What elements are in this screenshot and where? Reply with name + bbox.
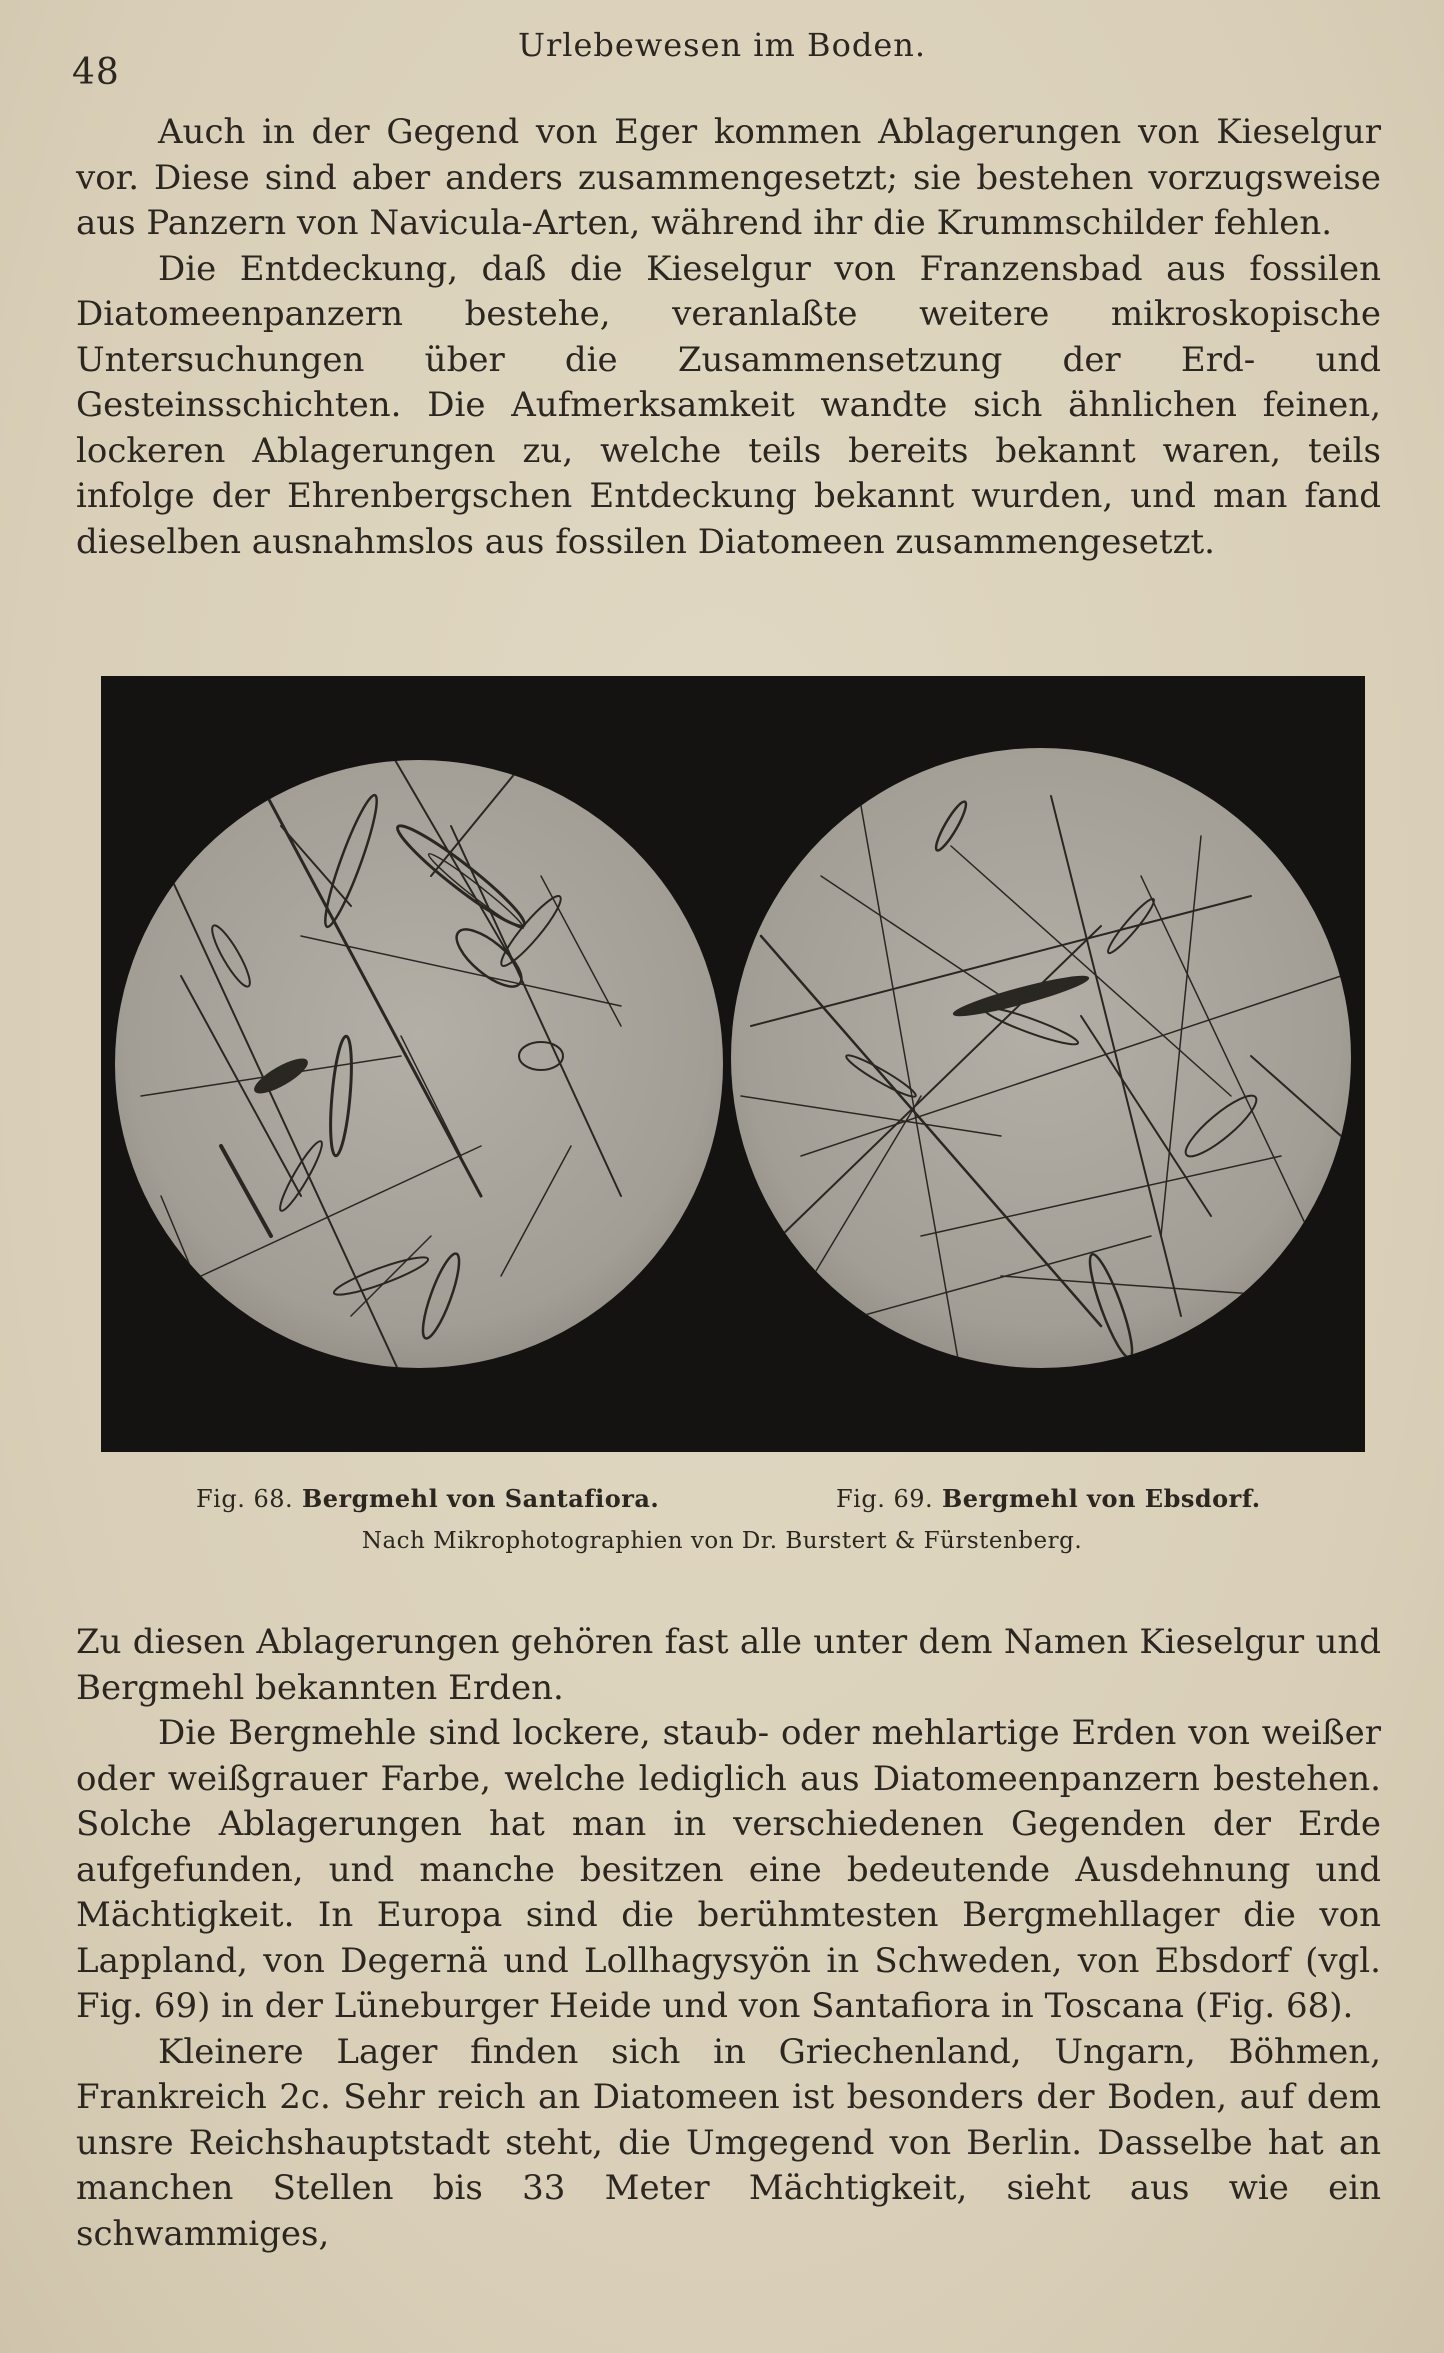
fig69-caption <box>836 1484 1261 1513</box>
text-block-top <box>76 110 1381 565</box>
paragraph: Kleinere Lager finden sich in Griechenland, Ungarn, Böhmen, Frankreich 2c. Sehr reich an Diatomeen ist besonders der Boden, auf dem unsre Reichshauptstadt steht, die Umgegend von Berlin. Dasselbe hat an manchen Stellen bis 33 Meter Mächtigkeit, sieht aus wie ein schwammiges, <box>76 2031 1381 2254</box>
micrograph-figure <box>101 676 1365 1452</box>
fig69-micrograph <box>731 748 1351 1376</box>
fig69-title: Bergmehl von Ebsdorf. <box>941 1484 1261 1513</box>
page-number: 48 <box>72 52 120 93</box>
fig68-caption <box>196 1484 659 1513</box>
paragraph: Auch in der Gegend von Eger kommen Ablagerungen von Kieselgur vor. Diese sind aber anders zusammengesetzt; sie bestehen vorzugsweise aus Panzern von Navicula-Arten, während ihr die Krummschilder fehlen. <box>76 112 1381 243</box>
text-block-bottom <box>76 1620 1381 2257</box>
fig68-title: Bergmehl von Santafiora. <box>301 1484 660 1513</box>
fig68-number: Fig. 68. <box>196 1485 294 1513</box>
fig69-number: Fig. 69. <box>836 1485 934 1513</box>
micrograph-plate <box>101 676 1365 1452</box>
figure-credit: Nach Mikrophotographien von Dr. Burstert & Fürstenberg. <box>361 1528 1083 1554</box>
paragraph: Die Entdeckung, daß die Kieselgur von Franzensbad aus fossilen Diatomeenpanzern bestehe, veranlaßte weitere mikroskopische Untersuchungen über die Zusammensetzung der Erd- und Gesteinsschichten. Die Aufmerksamkeit wandte sich ähnlichen feinen, lockeren Ablagerungen zu, welche teils bereits bekannt waren, teils infolge der Ehrenbergschen Entdeckung bekannt wurden, und man fand dieselben ausnahmslos aus fossilen Diatomeen zusammengesetzt. <box>76 248 1381 562</box>
running-head: Urlebewesen im Boden. <box>517 26 927 64</box>
paragraph: Zu diesen Ablagerungen gehören fast alle unter dem Namen Kieselgur und Bergmehl bekannten Erden. <box>76 1622 1381 1708</box>
paragraph: Die Bergmehle sind lockere, staub- oder mehlartige Erden von weißer oder weißgrauer Farbe, welche lediglich aus Diatomeenpanzern bestehen. Solche Ablagerungen hat man in verschiedenen Gegenden der Erde aufgefunden, und manche besitzen eine bedeutende Ausdehnung und Mächtigkeit. In Europa sind die berühmtesten Bergmehllager die von Lappland, von Degernä und Lollhagysyön in Schweden, von Ebsdorf (vgl. Fig. 69) in der Lüneburger Heide und von Santafiora in Toscana (Fig. 68). <box>76 1713 1381 2026</box>
fig68-micrograph <box>115 736 723 1376</box>
